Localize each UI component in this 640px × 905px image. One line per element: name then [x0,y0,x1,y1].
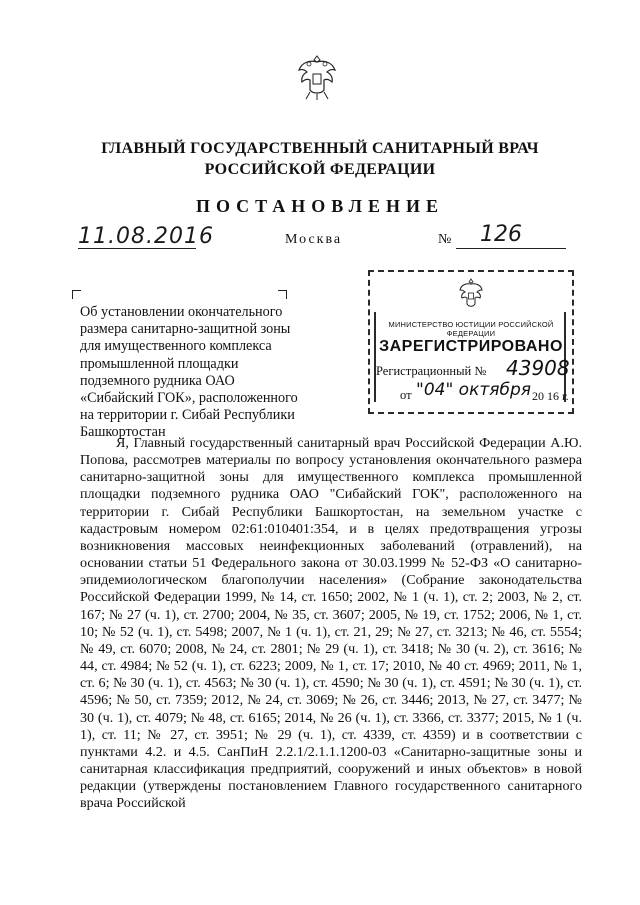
document-subject: Об установлении окончательного размера санитарно-защитной зоны для имущественного комплекса промышленной площадки подземного рудника ОАО «Сибайский ГОК», расположенного на территории г. Сибай Республики Башкортостан [80,304,298,441]
stamp-from-label: от [400,388,412,402]
number-underline [456,248,566,249]
stamp-reg-number-label: Регистрационный № [376,364,487,378]
number-sign: № [438,232,452,247]
stamp-year-suffix: 20 16 г. [532,389,569,403]
subject-bracket-right [278,290,287,299]
date-underline [78,248,196,249]
stamp-emblem-icon [458,278,484,312]
document-type-title: ПОСТАНОВЛЕНИЕ [195,196,445,216]
coat-of-arms-emblem [296,52,338,102]
stamp-reg-number: 43908 [506,356,570,380]
subject-bracket-left [72,290,81,299]
registration-stamp [368,270,574,414]
document-date: 11.08.2016 [78,224,214,249]
stamp-reg-date: "04" октября [416,380,531,400]
stamp-ministry-name: МИНИСТЕРСТВО ЮСТИЦИИ РОССИЙСКОЙ ФЕДЕРАЦИИ [388,320,554,338]
document-number: 126 [480,222,522,247]
document-body [80,435,582,812]
document-city: Москва [285,232,343,247]
body-paragraph: Я, Главный государственный санитарный врач Российской Федерации А.Ю. Попова, рассмотрев материалы по вопросу установления окончательного размера санитарно-защитной зоны для имущественного комплекса промышленной площадки подземного рудника ОАО "Сибайский ГОК", расположенного на территории г. Сибай Республики Башкортостан, на земельном участке с кадастровым номером 02:61:010401:354, и в целях предотвращения угрозы возникновения массовых неинфекционных заболеваний (отравлений), на основании статьи 51 Федерального закона от 30.03.1999 № 52-ФЗ «О санитарно-эпидемиологическом благополучии населения» (Собрание законодательства Российской Федерации 1999, № 14, ст. 1650; 2002, № 1 (ч. 1), ст. 2; 2003, № 2, ст. 167; № 27 (ч. 1), ст. 2700; 2004, № 35, ст. 3607; 2005, № 19, ст. 1752; 2006, № 1, ст. 10; № 52 (ч. 1), ст. 5498; 2007, № 1 (ч. 1), ст. 21, 29; № 27, ст. 3213; № 46, ст. 5554; № 49, ст. 6070; 2008, № 24, ст. 2801; № 29 (ч. 1), ст. 3418; № 30 (ч. 2), ст. 3616; № 44, ст. 4984; № 52 (ч. 1), ст. 6223; 2009, № 1, ст. 17; 2010, № 40 ст. 4969; 2011, № 1, ст. 6; № 30 (ч. 1), ст. 4563; № 30 (ч. 1), ст. 4590; № 30 (ч. 1), ст. 4591; № 30 (ч. 1), ст. 4596; № 50, ст. 7359; 2012, № 24, ст. 3069; № 26, ст. 3446; 2013, № 27, ст. 3477; № 30 (ч. 1), ст. 4079; № 48, ст. 6165; 2014, № 26 (ч. 1), ст. 3366, ст. 3377; 2015, № 1 (ч. 1), ст. 11; № 27, ст. 3951; № 29 (ч. 1), ст. 4339, ст. 4359) и в соответствии с пунктами 4.2. и 4.5. СанПиН 2.2.1/2.1.1.1200-03 «Санитарно-защитные зоны и санитарная классификация предприятий, сооружений и иных объектов» в новой редакции (утверждены постановлением Главного государственного санитарного врача Российской [80,435,582,812]
issuer-title-line2: РОССИЙСКОЙ ФЕДЕРАЦИИ [204,161,436,178]
stamp-registered-label: ЗАРЕГИСТРИРОВАНО [379,338,563,355]
issuer-title-line1: ГЛАВНЫЙ ГОСУДАРСТВЕННЫЙ САНИТАРНЫЙ ВРАЧ [101,140,539,157]
